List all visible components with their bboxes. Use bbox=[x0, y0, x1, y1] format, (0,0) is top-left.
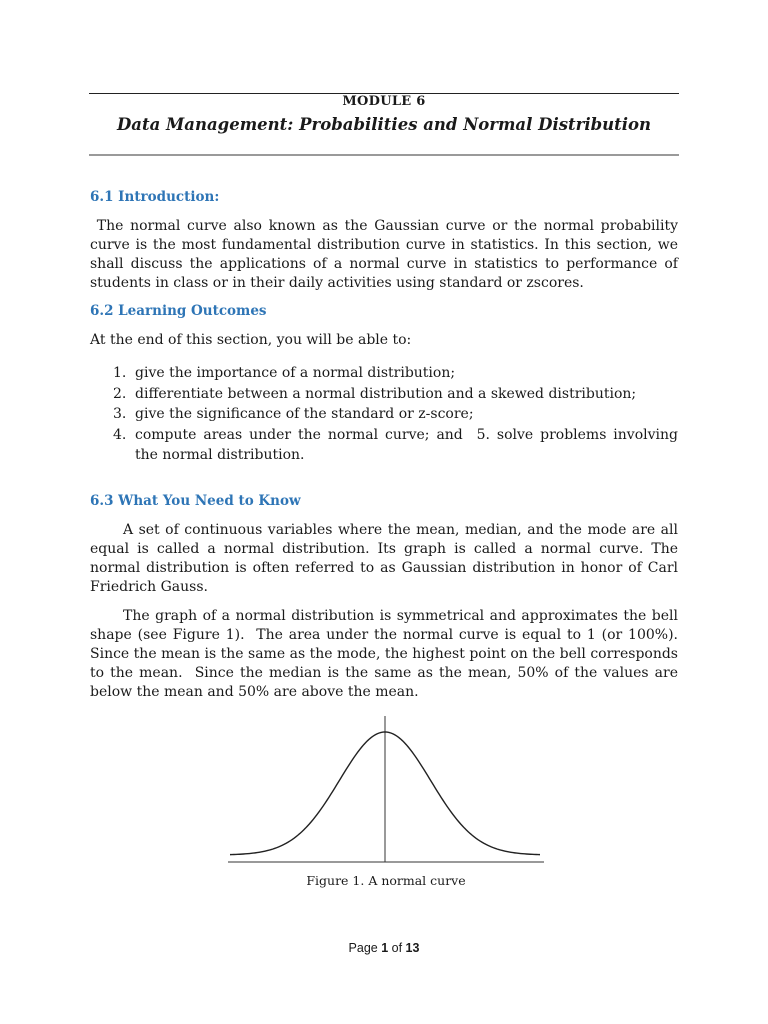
list-item-number: 4. bbox=[113, 426, 127, 443]
page-middle: of bbox=[388, 941, 406, 955]
module-title: Data Management: Probabilities and Normal Distribution bbox=[116, 115, 652, 134]
normal-distribution-paragraph: A set of continuous variables where the mean, median, and the mode are all equal is called a normal distribution. Its graph is called a normal curve. The normal distribution is often referred to as Gaussian distribution in honor of Carl Friedrich Gauss. bbox=[90, 522, 678, 595]
page-footer bbox=[0, 941, 768, 955]
list-item bbox=[113, 363, 678, 384]
list-item-text: give the importance of a normal distribution; bbox=[135, 365, 456, 381]
page-prefix: Page bbox=[348, 941, 382, 955]
normal-curve-svg bbox=[228, 712, 544, 868]
list-item-text: give the significance of the standard or z-score; bbox=[135, 406, 474, 422]
page-current: 1 bbox=[381, 941, 389, 955]
page-total: 13 bbox=[405, 941, 420, 955]
header-bottom-rule bbox=[89, 154, 679, 156]
list-item bbox=[113, 425, 683, 466]
list-item-text: differentiate between a normal distribution and a skewed distribution; bbox=[135, 385, 637, 402]
figure-caption: Figure 1. A normal curve bbox=[306, 873, 466, 888]
module-label: MODULE 6 bbox=[342, 94, 426, 109]
list-item bbox=[113, 404, 678, 425]
section-heading-learning-outcomes: 6.2 Learning Outcomes bbox=[90, 303, 267, 319]
list-item-text: compute areas under the normal curve; and 5. solve problems involving the normal distribution. bbox=[135, 426, 683, 463]
introduction-paragraph: The normal curve also known as the Gaussian curve or the normal probability curve is the most fundamental distribution curve in statistics. In this section, we shall discuss the applications of a normal curve in statistics to performance of students in class or in their daily activities using standard or zscores. bbox=[90, 218, 683, 291]
list-item-number: 1. bbox=[113, 365, 127, 381]
bell-shape-paragraph: The graph of a normal distribution is symmetrical and approximates the bell shape (see Figure 1). The area under the normal curve is equal to 1 (or 100%). Since the mean is the same as the mode, the highest point on the bell corresponds to the mean. Since the median is the same as the mean, 50% of the values are below the mean and 50% are above the mean. bbox=[90, 608, 683, 700]
list-item bbox=[113, 384, 678, 405]
list-item-number: 2. bbox=[113, 385, 127, 402]
outcomes-list bbox=[113, 363, 683, 466]
section-heading-introduction: 6.1 Introduction: bbox=[90, 189, 220, 205]
list-item-number: 3. bbox=[113, 406, 127, 422]
outcomes-lead-text: At the end of this section, you will be able to: bbox=[90, 332, 412, 348]
normal-curve-figure bbox=[228, 712, 544, 868]
section-heading-what-you-need-to-know: 6.3 What You Need to Know bbox=[90, 493, 301, 509]
